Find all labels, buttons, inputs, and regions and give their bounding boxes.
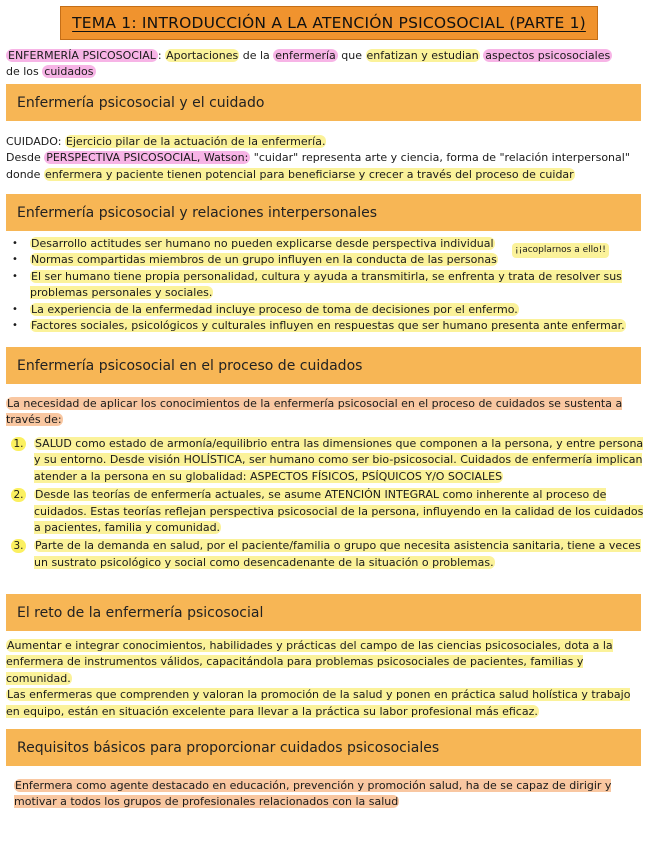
section-header-relaciones: Enfermería psicosocial y relaciones interpersonales: [6, 194, 641, 231]
section-header-cuidado: Enfermería psicosocial y el cuidado: [6, 84, 641, 121]
proceso-intro: La necesidad de aplicar los conocimientos de la enfermería psicosocial en el proceso de cuidados se sustenta a través de:: [6, 397, 623, 427]
list-item: 3. Parte de la demanda en salud, por el paciente/familia o grupo que necesita asistencia sanitaria, tiene a veces un sustrato psicológico y social como desencadenante de la situación o problemas.: [34, 538, 646, 571]
list-item: • El ser humano tiene propia personalidad, cultura y ayuda a transmitirla, se enfrenta y trata de resolver sus problemas personales y sociales.: [30, 269, 646, 302]
list-item: • Desarrollo actitudes ser humano no pueden explicarse desde perspectiva individual: [30, 236, 500, 252]
proceso-list: [6, 436, 646, 571]
reto-text: Aumentar e integrar conocimientos, habilidades y prácticas del campo de las ciencias psicosociales, dota a la enfermera de instrumentos válidos, capacitándola para problemas psicosociales de pacientes, familias y comunidad. Las enfermeras que comprenden y valoran la promoción de la salud y ponen en práctica salud holística y trabajo en equipo, están en situación excelente para llevar a la práctica su labor profesional más eficaz.: [6, 639, 631, 718]
section-header-proceso: Enfermería psicosocial en el proceso de cuidados: [6, 347, 641, 384]
intro-definition: ENFERMERÍA PSICOSOCIAL : Aportaciones de la enfermería que enfatizan y estudian aspectos psicosociales de los cuidados: [6, 49, 611, 79]
relaciones-list: [6, 236, 646, 334]
page-title: TEMA 1: INTRODUCCIÓN A LA ATENCIÓN PSICOSOCIAL (PARTE 1): [60, 6, 598, 40]
list-item: 2. Desde las teorías de enfermería actuales, se asume ATENCIÓN INTEGRAL como inherente al proceso de cuidados. Estas teorías reflejan perspectiva psicosocial de la persona, influyendo en la calidad de los cuidados a pacientes, familia y comunidad.: [34, 487, 646, 536]
section-header-reto: El reto de la enfermería psicosocial: [6, 594, 641, 631]
requisitos-text: Enfermera como agente destacado en educación, prevención y promoción salud, ha de se capaz de dirigir y motivar a todos los grupos de profesionales relacionados con la salud: [14, 779, 612, 809]
margin-note: ¡¡acoplarnos a ello!!: [512, 243, 609, 258]
section-header-requisitos: Requisitos básicos para proporcionar cuidados psicosociales: [6, 729, 641, 766]
list-item: • Factores sociales, psicológicos y culturales influyen en respuestas que ser humano presenta ante enfermar.: [30, 318, 646, 334]
list-item: 1. SALUD como estado de armonía/equilibrio entra las dimensiones que componen a la persona, y entre persona y su entorno. Desde visión HOLÍSTICA, ser humano como ser bio-psicosocial. Cuidados de enfermería implican atender a la persona en su globalidad: ASPECTOS FÍSICOS, PSÍQUICOS Y/O SOCIALES: [34, 436, 646, 485]
list-item: • Normas compartidas miembros de un grupo influyen en la conducta de las personas: [30, 252, 500, 268]
cuidado-text: CUIDADO: Ejercicio pilar de la actuación de la enfermería. Desde PERSPECTIVA PSICOSOCIAL, Watson: "cuidar" representa arte y ciencia, forma de "relación interpersonal" donde enfermera y paciente tienen potencial para beneficiarse y crecer a través del proceso de cuidar: [6, 135, 630, 181]
list-item: • La experiencia de la enfermedad incluye proceso de toma de decisiones por el enfermo.: [30, 302, 646, 318]
